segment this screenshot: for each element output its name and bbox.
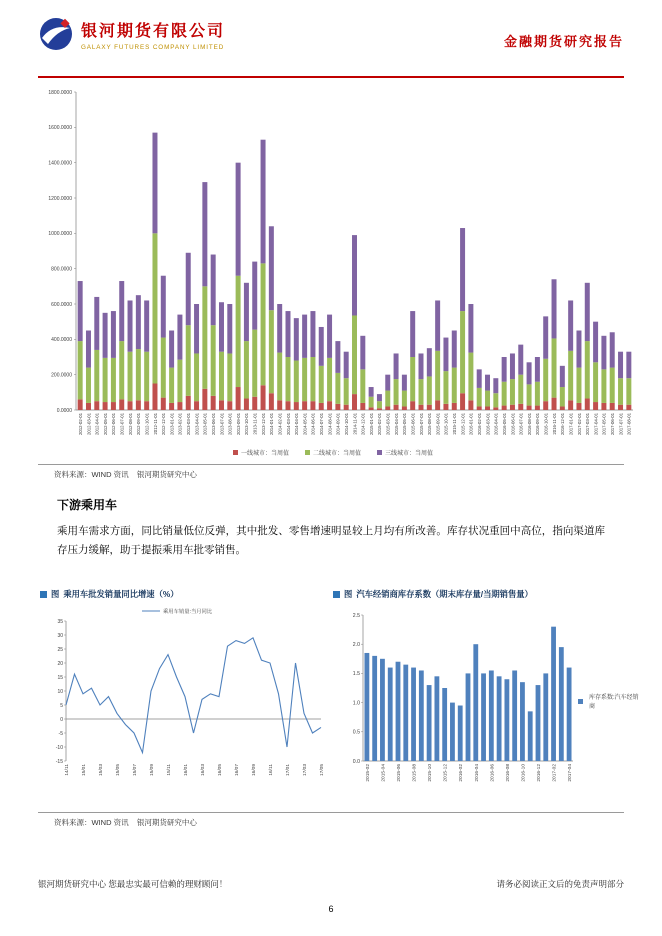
svg-text:2016-12: 2016-12 (537, 764, 542, 782)
svg-text:800.0000: 800.0000 (51, 266, 72, 273)
svg-text:2015-01-01: 2015-01-01 (368, 413, 374, 435)
page-number: 6 (328, 904, 334, 914)
dealer-inventory-coefficient-bar-chart (333, 603, 578, 799)
svg-text:2016-02: 2016-02 (459, 764, 465, 782)
report-title: 金融期货研究报告 (503, 34, 624, 49)
figure-title-text: 汽车经销商库存系数（期末库存量/当期销售量） (356, 589, 533, 599)
source-note-text: 资料来源：WIND 资讯 银河期货研究中心 (54, 470, 197, 479)
svg-text:2015-09-01: 2015-09-01 (435, 413, 441, 435)
svg-text:2012-08-01: 2012-08-01 (127, 413, 133, 435)
svg-text:2015-12-01: 2015-12-01 (460, 413, 466, 435)
svg-text:2016-04-01: 2016-04-01 (493, 413, 499, 435)
svg-text:2016-01-01: 2016-01-01 (468, 413, 474, 435)
legend-swatch (305, 450, 310, 455)
chart-legend (28, 448, 638, 457)
svg-text:2016-10: 2016-10 (521, 764, 527, 782)
legend-swatch (377, 450, 382, 455)
svg-text:2016-04: 2016-04 (474, 764, 480, 782)
svg-text:2.0: 2.0 (352, 642, 360, 648)
svg-text:2016-03-01: 2016-03-01 (485, 413, 491, 435)
svg-text:2017-02-01: 2017-02-01 (576, 413, 582, 435)
svg-text:2012-12-01: 2012-12-01 (161, 413, 167, 435)
svg-text:2017-03-01: 2017-03-01 (585, 413, 591, 435)
brand (38, 16, 225, 52)
svg-text:2012-09-01: 2012-09-01 (136, 413, 142, 435)
svg-text:200.0000: 200.0000 (51, 372, 72, 379)
legend-swatch (233, 450, 238, 455)
svg-text:2016-02-01: 2016-02-01 (477, 413, 483, 435)
svg-text:1400.0000: 1400.0000 (48, 160, 72, 167)
company-name: 银河期货有限公司 (81, 22, 226, 40)
svg-text:2015-10: 2015-10 (428, 764, 434, 782)
svg-text:1800.0000: 1800.0000 (48, 89, 72, 96)
figure-bullet-icon (40, 591, 47, 598)
svg-text:2016-05-01: 2016-05-01 (501, 413, 507, 435)
svg-text:2014-09-01: 2014-09-01 (335, 413, 341, 435)
svg-text:2015-08: 2015-08 (412, 764, 418, 782)
company-subtitle: GALAXY FUTURES COMPANY LIMITED (81, 43, 225, 51)
svg-text:2012-05-01: 2012-05-01 (102, 413, 108, 435)
svg-text:2015-03-01: 2015-03-01 (385, 413, 391, 435)
svg-text:2013-10-01: 2013-10-01 (244, 413, 250, 435)
svg-text:2014-10-01: 2014-10-01 (343, 413, 349, 435)
figure-2 (333, 588, 644, 804)
figure-2-title (333, 588, 644, 600)
svg-text:2017-01-01: 2017-01-01 (568, 413, 574, 435)
stacked-bars (78, 133, 632, 410)
svg-text:2014-03-01: 2014-03-01 (285, 413, 291, 435)
svg-text:17/03: 17/03 (303, 764, 308, 777)
figure-title-text: 乘用车批发销量同比增速（%） (63, 589, 179, 599)
dealer-inventory-chart-wrap (333, 603, 644, 799)
svg-text:2012-10-01: 2012-10-01 (144, 413, 150, 435)
chart-legend (578, 692, 644, 710)
svg-text:16/11: 16/11 (269, 764, 274, 776)
svg-text:16/05: 16/05 (218, 764, 223, 777)
passenger-car-wholesale-yoy-line-chart (40, 603, 325, 799)
svg-text:2017-07-01: 2017-07-01 (618, 413, 624, 435)
svg-text:17/01: 17/01 (286, 764, 291, 777)
svg-text:-10: -10 (55, 744, 63, 751)
svg-text:2.5: 2.5 (352, 612, 360, 619)
svg-text:2015-04-01: 2015-04-01 (393, 413, 399, 435)
svg-text:2014-12-01: 2014-12-01 (360, 413, 366, 435)
legend-swatch (578, 699, 583, 704)
svg-text:2013-07-01: 2013-07-01 (219, 413, 225, 435)
svg-text:2013-09-01: 2013-09-01 (235, 413, 241, 435)
svg-text:2015-11-01: 2015-11-01 (452, 413, 458, 435)
svg-text:-15: -15 (55, 758, 63, 765)
svg-text:2015-12: 2015-12 (443, 764, 449, 782)
svg-text:2013-04-01: 2013-04-01 (194, 413, 200, 435)
svg-text:乘用车销量:当月同比: 乘用车销量:当月同比 (163, 609, 213, 615)
svg-text:2014-04-01: 2014-04-01 (294, 413, 300, 435)
section-paragraph: 乘用车需求方面，同比销量低位反弹，其中批发、零售增速明显较上月均有所改善。库存状况重回中高位，指向渠道库存压力缓解，助于提振乘用车批零销售。 (57, 525, 605, 556)
svg-text:2013-12-01: 2013-12-01 (260, 413, 266, 435)
svg-text:2017-04: 2017-04 (568, 764, 574, 782)
svg-text:2017-08-01: 2017-08-01 (626, 413, 632, 435)
galaxy-logo-icon (38, 16, 74, 52)
figure-1-title (40, 588, 325, 600)
brand-text (81, 18, 225, 51)
svg-text:0.0: 0.0 (352, 758, 360, 765)
svg-text:15/07: 15/07 (133, 764, 138, 777)
svg-text:400.0000: 400.0000 (51, 337, 72, 344)
yoy-line (66, 638, 321, 753)
source-note (38, 812, 624, 828)
svg-text:2015-07-01: 2015-07-01 (418, 413, 424, 435)
svg-text:2016-09-01: 2016-09-01 (535, 413, 541, 435)
svg-text:2015-08-01: 2015-08-01 (427, 413, 433, 435)
svg-text:2013-08-01: 2013-08-01 (227, 413, 233, 435)
figure-label: 图 (344, 589, 353, 599)
svg-text:2015-10-01: 2015-10-01 (443, 413, 449, 435)
figure-bullet-icon (333, 591, 340, 598)
svg-text:2013-01-01: 2013-01-01 (169, 413, 175, 435)
svg-text:16/07: 16/07 (235, 764, 240, 777)
svg-text:16/03: 16/03 (201, 764, 206, 777)
city-tier-weekly-sales-stacked-chart (28, 86, 638, 442)
svg-text:2016-08: 2016-08 (505, 764, 511, 782)
svg-text:2015-02-01: 2015-02-01 (377, 413, 383, 435)
svg-text:2015-06-01: 2015-06-01 (410, 413, 416, 435)
svg-text:5: 5 (60, 702, 63, 709)
figure-row (40, 588, 644, 804)
svg-text:2017-04-01: 2017-04-01 (593, 413, 599, 435)
svg-text:2016-06: 2016-06 (490, 764, 496, 782)
svg-text:2017-05-01: 2017-05-01 (601, 413, 607, 435)
svg-text:2014-06-01: 2014-06-01 (310, 413, 316, 435)
svg-text:2014-08-01: 2014-08-01 (327, 413, 333, 435)
svg-text:25: 25 (57, 646, 63, 653)
svg-text:16/01: 16/01 (184, 764, 189, 777)
svg-text:2015-02: 2015-02 (365, 764, 371, 782)
svg-text:2015-06: 2015-06 (397, 764, 402, 782)
svg-text:0: 0 (60, 716, 63, 723)
source-note (38, 464, 624, 480)
report-header (38, 16, 624, 52)
svg-text:2016-10-01: 2016-10-01 (543, 413, 549, 435)
svg-text:0.0000: 0.0000 (56, 407, 72, 414)
svg-text:2013-06-01: 2013-06-01 (210, 413, 216, 435)
svg-text:2013-03-01: 2013-03-01 (186, 413, 192, 435)
legend-item: 二线城市：当周值 (305, 448, 361, 457)
svg-text:20: 20 (57, 660, 63, 667)
svg-text:1000.0000: 1000.0000 (48, 231, 72, 238)
svg-text:1.0: 1.0 (352, 700, 360, 707)
figure-label: 图 (51, 589, 60, 599)
svg-text:2013-02-01: 2013-02-01 (177, 413, 183, 435)
svg-text:2014-01-01: 2014-01-01 (269, 413, 275, 435)
svg-text:15: 15 (57, 674, 63, 681)
svg-text:2016-07-01: 2016-07-01 (518, 413, 524, 435)
legend-item: 三线城市：当周值 (377, 448, 433, 457)
svg-text:0.5: 0.5 (352, 729, 360, 736)
footer-disclaimer: 请务必阅读正文后的免责声明部分 (496, 879, 624, 889)
inventory-bars (364, 627, 571, 761)
svg-text:17/05: 17/05 (320, 764, 325, 777)
svg-text:2014-05-01: 2014-05-01 (302, 413, 308, 435)
svg-text:2013-11-01: 2013-11-01 (252, 413, 258, 435)
legend-item: 一线城市：当周值 (233, 448, 289, 457)
svg-text:2016-11-01: 2016-11-01 (551, 413, 557, 435)
svg-text:2014-11-01: 2014-11-01 (352, 413, 358, 435)
svg-text:2017-02: 2017-02 (552, 764, 558, 782)
svg-text:2013-05-01: 2013-05-01 (202, 413, 208, 435)
svg-text:14/11: 14/11 (65, 764, 70, 776)
svg-text:2015-04: 2015-04 (381, 764, 387, 782)
svg-text:16/09: 16/09 (252, 764, 257, 777)
svg-text:35: 35 (57, 618, 63, 625)
svg-text:1.5: 1.5 (352, 671, 360, 678)
svg-text:10: 10 (57, 688, 63, 695)
svg-text:1200.0000: 1200.0000 (48, 195, 72, 202)
svg-text:15/11: 15/11 (167, 764, 172, 776)
svg-text:1600.0000: 1600.0000 (48, 125, 72, 132)
svg-text:2015-05-01: 2015-05-01 (402, 413, 408, 435)
figure-1 (40, 588, 325, 804)
city-tier-weekly-sales-chart-block (28, 86, 638, 457)
svg-text:15/01: 15/01 (82, 764, 87, 777)
svg-text:15/09: 15/09 (150, 764, 155, 777)
svg-text:2016-12-01: 2016-12-01 (560, 413, 566, 435)
svg-text:2016-06-01: 2016-06-01 (510, 413, 516, 435)
svg-text:2012-06-01: 2012-06-01 (111, 413, 117, 435)
svg-text:15/05: 15/05 (116, 764, 121, 777)
svg-text:2017-06-01: 2017-06-01 (610, 413, 616, 435)
svg-text:2012-03-01: 2012-03-01 (86, 413, 92, 435)
svg-text:2016-08-01: 2016-08-01 (526, 413, 532, 435)
svg-text:2014-02-01: 2014-02-01 (277, 413, 283, 435)
svg-text:2012-04-01: 2012-04-01 (94, 413, 100, 435)
svg-text:2012-02-01: 2012-02-01 (77, 413, 83, 435)
svg-text:600.0000: 600.0000 (51, 301, 72, 308)
footer-slogan: 银河期货研究中心 您最忠实最可信赖的理财顾问！ (38, 879, 228, 889)
svg-text:30: 30 (57, 632, 63, 639)
legend-label: 库存系数:汽车经销商 (588, 695, 639, 710)
svg-text:-5: -5 (58, 730, 63, 737)
svg-text:2012-11-01: 2012-11-01 (152, 413, 158, 435)
header-divider (38, 76, 624, 78)
svg-text:2014-07-01: 2014-07-01 (319, 413, 325, 435)
svg-text:15/03: 15/03 (99, 764, 104, 777)
svg-text:2012-07-01: 2012-07-01 (119, 413, 125, 435)
source-note-text: 资料来源：WIND 资讯 银河期货研究中心 (54, 818, 197, 827)
section-heading: 下游乘用车 (57, 498, 118, 512)
